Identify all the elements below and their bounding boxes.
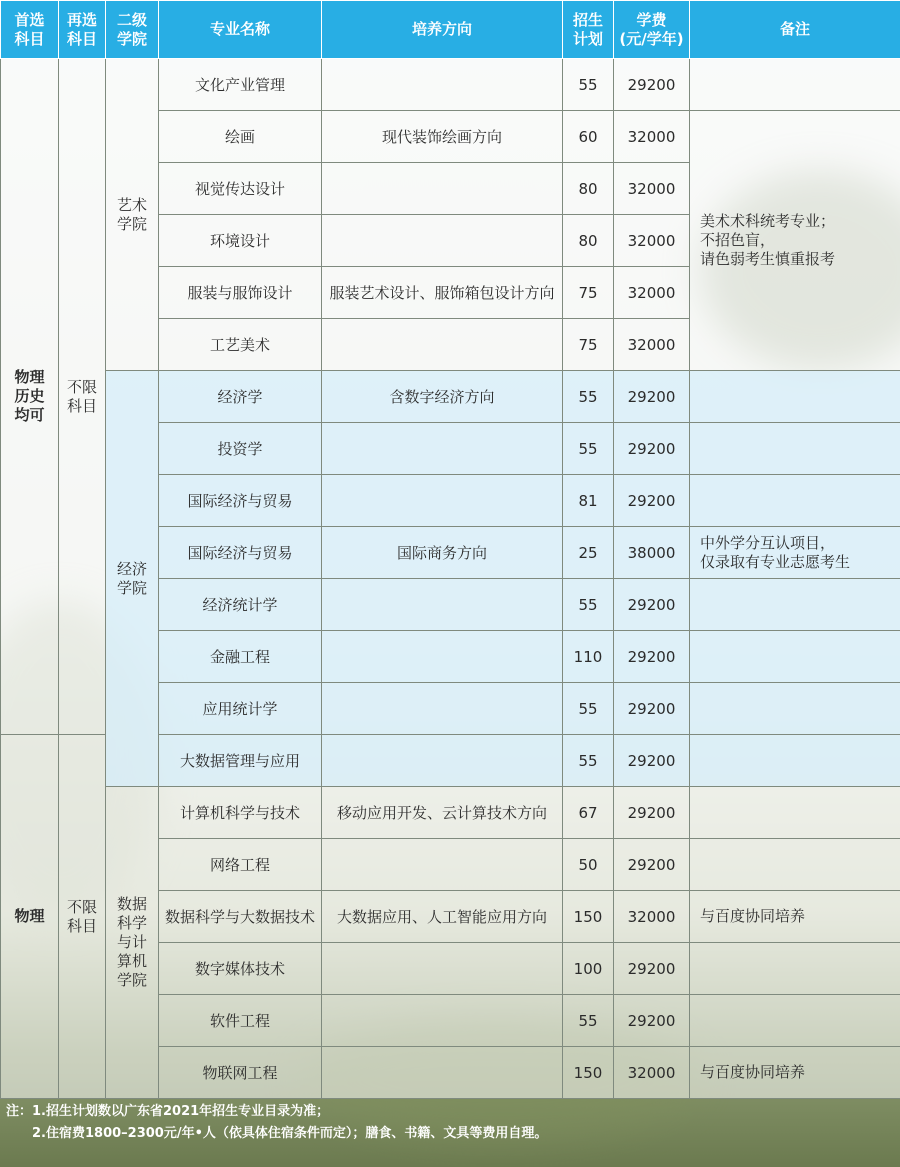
tuition-cell: 29200 <box>614 631 690 683</box>
notes-cell-art: 美术术科统考专业； 不招色盲， 请色弱考生慎重报考 <box>690 111 900 371</box>
tuition-cell: 29200 <box>614 995 690 1047</box>
direction-cell <box>322 475 563 527</box>
header-direction: 培养方向 <box>322 1 563 59</box>
direction-cell: 国际商务方向 <box>322 527 563 579</box>
major-cell: 经济学 <box>159 371 322 423</box>
major-cell: 大数据管理与应用 <box>159 735 322 787</box>
tuition-cell: 38000 <box>614 527 690 579</box>
tuition-cell: 32000 <box>614 163 690 215</box>
direction-cell <box>322 943 563 995</box>
header-second-subject: 再选 科目 <box>59 1 106 59</box>
major-cell: 金融工程 <box>159 631 322 683</box>
direction-cell: 现代装饰绘画方向 <box>322 111 563 163</box>
table-row <box>1 59 900 111</box>
quota-cell: 150 <box>563 891 614 943</box>
direction-cell: 移动应用开发、云计算技术方向 <box>322 787 563 839</box>
tuition-cell: 29200 <box>614 475 690 527</box>
tuition-cell: 32000 <box>614 1047 690 1099</box>
major-cell: 绘画 <box>159 111 322 163</box>
major-cell: 数据科学与大数据技术 <box>159 891 322 943</box>
tuition-cell: 29200 <box>614 59 690 111</box>
tuition-cell: 29200 <box>614 943 690 995</box>
tuition-cell: 29200 <box>614 787 690 839</box>
notes-cell <box>690 579 900 631</box>
quota-cell: 75 <box>563 267 614 319</box>
major-cell: 视觉传达设计 <box>159 163 322 215</box>
quota-cell: 67 <box>563 787 614 839</box>
tuition-cell: 29200 <box>614 735 690 787</box>
notes-cell <box>690 631 900 683</box>
direction-cell <box>322 163 563 215</box>
notes-cell <box>690 839 900 891</box>
first-subject-cell: 物理 历史 均可 <box>1 59 59 735</box>
quota-cell: 50 <box>563 839 614 891</box>
major-cell: 物联网工程 <box>159 1047 322 1099</box>
direction-cell <box>322 215 563 267</box>
direction-cell: 服装艺术设计、服饰箱包设计方向 <box>322 267 563 319</box>
quota-cell: 25 <box>563 527 614 579</box>
header-notes: 备注 <box>690 1 900 59</box>
tuition-cell: 32000 <box>614 215 690 267</box>
footnote <box>0 1093 900 1167</box>
table-header-row <box>1 1 900 59</box>
header-first-subject: 首选 科目 <box>1 1 59 59</box>
quota-cell: 60 <box>563 111 614 163</box>
second-subject-cell: 不限 科目 <box>59 735 106 1099</box>
major-cell: 数字媒体技术 <box>159 943 322 995</box>
tuition-cell: 29200 <box>614 371 690 423</box>
first-subject-cell: 物理 <box>1 735 59 1099</box>
header-major: 专业名称 <box>159 1 322 59</box>
notes-cell <box>690 423 900 475</box>
direction-cell <box>322 995 563 1047</box>
college-cell-ds: 数据 科学 与计 算机 学院 <box>106 787 159 1099</box>
quota-cell: 55 <box>563 59 614 111</box>
table-row <box>1 787 900 839</box>
major-cell: 投资学 <box>159 423 322 475</box>
footnote-line-2: 2.住宿费1800–2300元/年•人（依具体住宿条件而定）；膳食、书籍、文具等费用自理。 <box>32 1126 548 1141</box>
tuition-cell: 29200 <box>614 683 690 735</box>
quota-cell: 150 <box>563 1047 614 1099</box>
direction-cell <box>322 631 563 683</box>
major-cell: 应用统计学 <box>159 683 322 735</box>
quota-cell: 100 <box>563 943 614 995</box>
major-cell: 环境设计 <box>159 215 322 267</box>
major-cell: 文化产业管理 <box>159 59 322 111</box>
quota-cell: 55 <box>563 371 614 423</box>
direction-cell <box>322 735 563 787</box>
quota-cell: 55 <box>563 683 614 735</box>
notes-cell <box>690 371 900 423</box>
quota-cell: 55 <box>563 423 614 475</box>
tuition-cell: 32000 <box>614 891 690 943</box>
direction-cell <box>322 579 563 631</box>
major-cell: 工艺美术 <box>159 319 322 371</box>
table-row <box>1 371 900 423</box>
quota-cell: 75 <box>563 319 614 371</box>
notes-cell <box>690 735 900 787</box>
notes-cell <box>690 943 900 995</box>
tuition-cell: 32000 <box>614 319 690 371</box>
quota-cell: 55 <box>563 735 614 787</box>
notes-cell-baidu: 与百度协同培养 <box>690 891 900 943</box>
header-tuition: 学费 (元/学年) <box>614 1 690 59</box>
tuition-cell: 32000 <box>614 111 690 163</box>
direction-cell: 含数字经济方向 <box>322 371 563 423</box>
direction-cell <box>322 839 563 891</box>
major-cell: 国际经济与贸易 <box>159 475 322 527</box>
quota-cell: 110 <box>563 631 614 683</box>
quota-cell: 55 <box>563 579 614 631</box>
major-cell: 计算机科学与技术 <box>159 787 322 839</box>
notes-cell <box>690 787 900 839</box>
header-quota: 招生 计划 <box>563 1 614 59</box>
tuition-cell: 29200 <box>614 839 690 891</box>
major-cell: 网络工程 <box>159 839 322 891</box>
direction-cell <box>322 319 563 371</box>
footnote-line-1: 注：1.招生计划数以广东省2021年招生专业目录为准； <box>6 1104 330 1119</box>
college-cell-econ: 经济 学院 <box>106 371 159 787</box>
major-cell: 服装与服饰设计 <box>159 267 322 319</box>
direction-cell <box>322 1047 563 1099</box>
direction-cell <box>322 683 563 735</box>
direction-cell: 大数据应用、人工智能应用方向 <box>322 891 563 943</box>
notes-cell <box>690 475 900 527</box>
direction-cell <box>322 59 563 111</box>
college-cell-art: 艺术 学院 <box>106 59 159 371</box>
quota-cell: 55 <box>563 995 614 1047</box>
direction-cell <box>322 423 563 475</box>
notes-cell-intl: 中外学分互认项目， 仅录取有专业志愿考生 <box>690 527 900 579</box>
quota-cell: 81 <box>563 475 614 527</box>
major-cell: 经济统计学 <box>159 579 322 631</box>
notes-cell <box>690 59 900 111</box>
header-college: 二级 学院 <box>106 1 159 59</box>
tuition-cell: 32000 <box>614 267 690 319</box>
major-cell: 国际经济与贸易 <box>159 527 322 579</box>
tuition-cell: 29200 <box>614 579 690 631</box>
second-subject-cell: 不限 科目 <box>59 59 106 735</box>
tuition-cell: 29200 <box>614 423 690 475</box>
quota-cell: 80 <box>563 215 614 267</box>
notes-cell-baidu: 与百度协同培养 <box>690 1047 900 1099</box>
notes-cell <box>690 683 900 735</box>
quota-cell: 80 <box>563 163 614 215</box>
major-cell: 软件工程 <box>159 995 322 1047</box>
notes-cell <box>690 995 900 1047</box>
